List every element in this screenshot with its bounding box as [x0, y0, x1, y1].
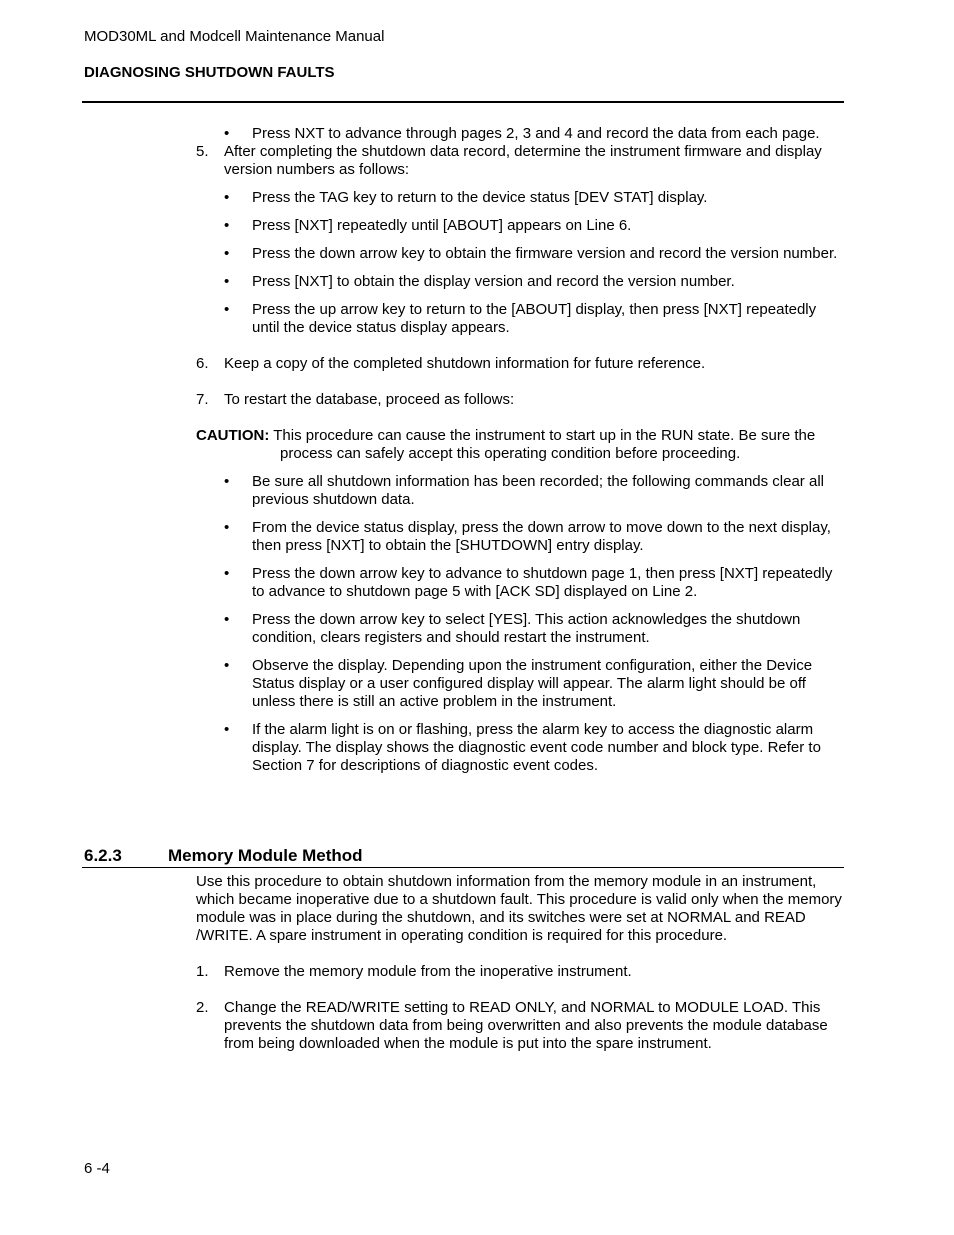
list-item-text: From the device status display, press the down arrow to move down to the next display, then press [NXT] to obtain the [SHUTDOWN] entry display.	[252, 519, 831, 554]
page-number: 6 -4	[84, 1160, 110, 1177]
bullet-icon: •	[224, 273, 230, 290]
step-text: After completing the shutdown data record, determine the instrument firmware and display version numbers as follows:	[224, 143, 822, 178]
list-item	[196, 721, 844, 775]
list-item-text: Be sure all shutdown information has been recorded; the following commands clear all previous shutdown data.	[252, 473, 824, 508]
bullet-icon: •	[224, 519, 230, 536]
step-number: 2.	[196, 999, 209, 1016]
step-6	[196, 355, 844, 373]
list-item	[196, 189, 844, 207]
list-item	[196, 473, 844, 509]
list-item	[196, 245, 844, 263]
bullet-icon: •	[224, 189, 230, 206]
bullet-icon: •	[224, 217, 230, 234]
list-item-text: If the alarm light is on or flashing, press the alarm key to access the diagnostic alarm display. The display shows the diagnostic event code number and block type. Refer to Section 7 for descriptions of diagnostic event codes.	[252, 721, 821, 774]
list-item	[196, 273, 844, 291]
list-item-text: Press the down arrow key to advance to shutdown page 1, then press [NXT] repeatedly to advance to shutdown page 5 with [ACK SD] displayed on Line 2.	[252, 565, 833, 600]
list-item	[196, 565, 844, 601]
bullet-icon: •	[224, 565, 230, 582]
intro-paragraph: Use this procedure to obtain shutdown information from the memory module in an instrument, which became inoperative due to a shutdown fault. This procedure is valid only when the memory module was in place during the shutdown, and its switches were set at NORMAL and READ /WRITE. A spare instrument in operating condition is required for this procedure.	[196, 873, 842, 944]
section-title: DIAGNOSING SHUTDOWN FAULTS	[84, 64, 335, 81]
procedure-content	[196, 125, 844, 775]
caution-text: This procedure can cause the instrument to start up in the RUN state. Be sure the process can safely accept this operating condition before proceeding.	[273, 427, 816, 462]
caution-note	[196, 427, 844, 463]
list-item-text: Press the down arrow key to select [YES]. This action acknowledges the shutdown condition, clears registers and should restart the instrument.	[252, 611, 801, 646]
list-item	[196, 611, 844, 647]
list-item-text: Press the down arrow key to obtain the firmware version and record the version number.	[252, 245, 838, 262]
bullet-icon: •	[224, 125, 230, 142]
bullet-icon: •	[224, 473, 230, 490]
list-item	[196, 301, 844, 337]
step-number: 7.	[196, 391, 209, 408]
step-text: Change the READ/WRITE setting to READ ONLY, and NORMAL to MODULE LOAD. This prevents the shutdown data from being overwritten and also prevents the module database from being downloaded when the module is put into the spare instrument.	[224, 999, 828, 1052]
list-item	[196, 217, 844, 235]
section-heading-text: Memory Module Method	[168, 846, 363, 865]
bullet-icon: •	[224, 721, 230, 738]
bullet-icon: •	[224, 301, 230, 318]
step-text: Keep a copy of the completed shutdown information for future reference.	[224, 355, 706, 372]
step-number: 1.	[196, 963, 209, 980]
list-item-text: Press [NXT] to obtain the display version and record the version number.	[252, 273, 735, 290]
step-1	[196, 963, 844, 981]
list-item	[196, 657, 844, 711]
bullet-icon: •	[224, 611, 230, 628]
list-item-text: Press the up arrow key to return to the [ABOUT] display, then press [NXT] repeatedly until the device status display appears.	[252, 301, 817, 336]
step-number: 5.	[196, 143, 209, 160]
step-2	[196, 999, 844, 1053]
list-item-text: Press the TAG key to return to the device status [DEV STAT] display.	[252, 189, 708, 206]
step-5	[196, 143, 844, 179]
bullet-icon: •	[224, 657, 230, 674]
section-number: 6.2.3	[84, 846, 122, 865]
list-item-text: Press NXT to advance through pages 2, 3 and 4 and record the data from each page.	[252, 125, 820, 142]
list-item-text: Press [NXT] repeatedly until [ABOUT] appears on Line 6.	[252, 217, 632, 234]
step-7	[196, 391, 844, 409]
memory-module-content	[196, 873, 844, 1053]
manual-title: MOD30ML and Modcell Maintenance Manual	[84, 28, 385, 45]
bullet-icon: •	[224, 245, 230, 262]
list-item-text: Observe the display. Depending upon the instrument configuration, either the Device Status display or a user configured display will appear. The alarm light should be off unless there is still an active problem in the instrument.	[252, 657, 813, 710]
list-item	[196, 519, 844, 555]
list-item	[196, 125, 844, 143]
step-text: Remove the memory module from the inoperative instrument.	[224, 963, 632, 980]
section-divider	[82, 867, 844, 868]
step-number: 6.	[196, 355, 209, 372]
caution-label: CAUTION:	[196, 427, 270, 444]
step-text: To restart the database, proceed as follows:	[224, 391, 515, 408]
header-divider	[82, 101, 844, 103]
